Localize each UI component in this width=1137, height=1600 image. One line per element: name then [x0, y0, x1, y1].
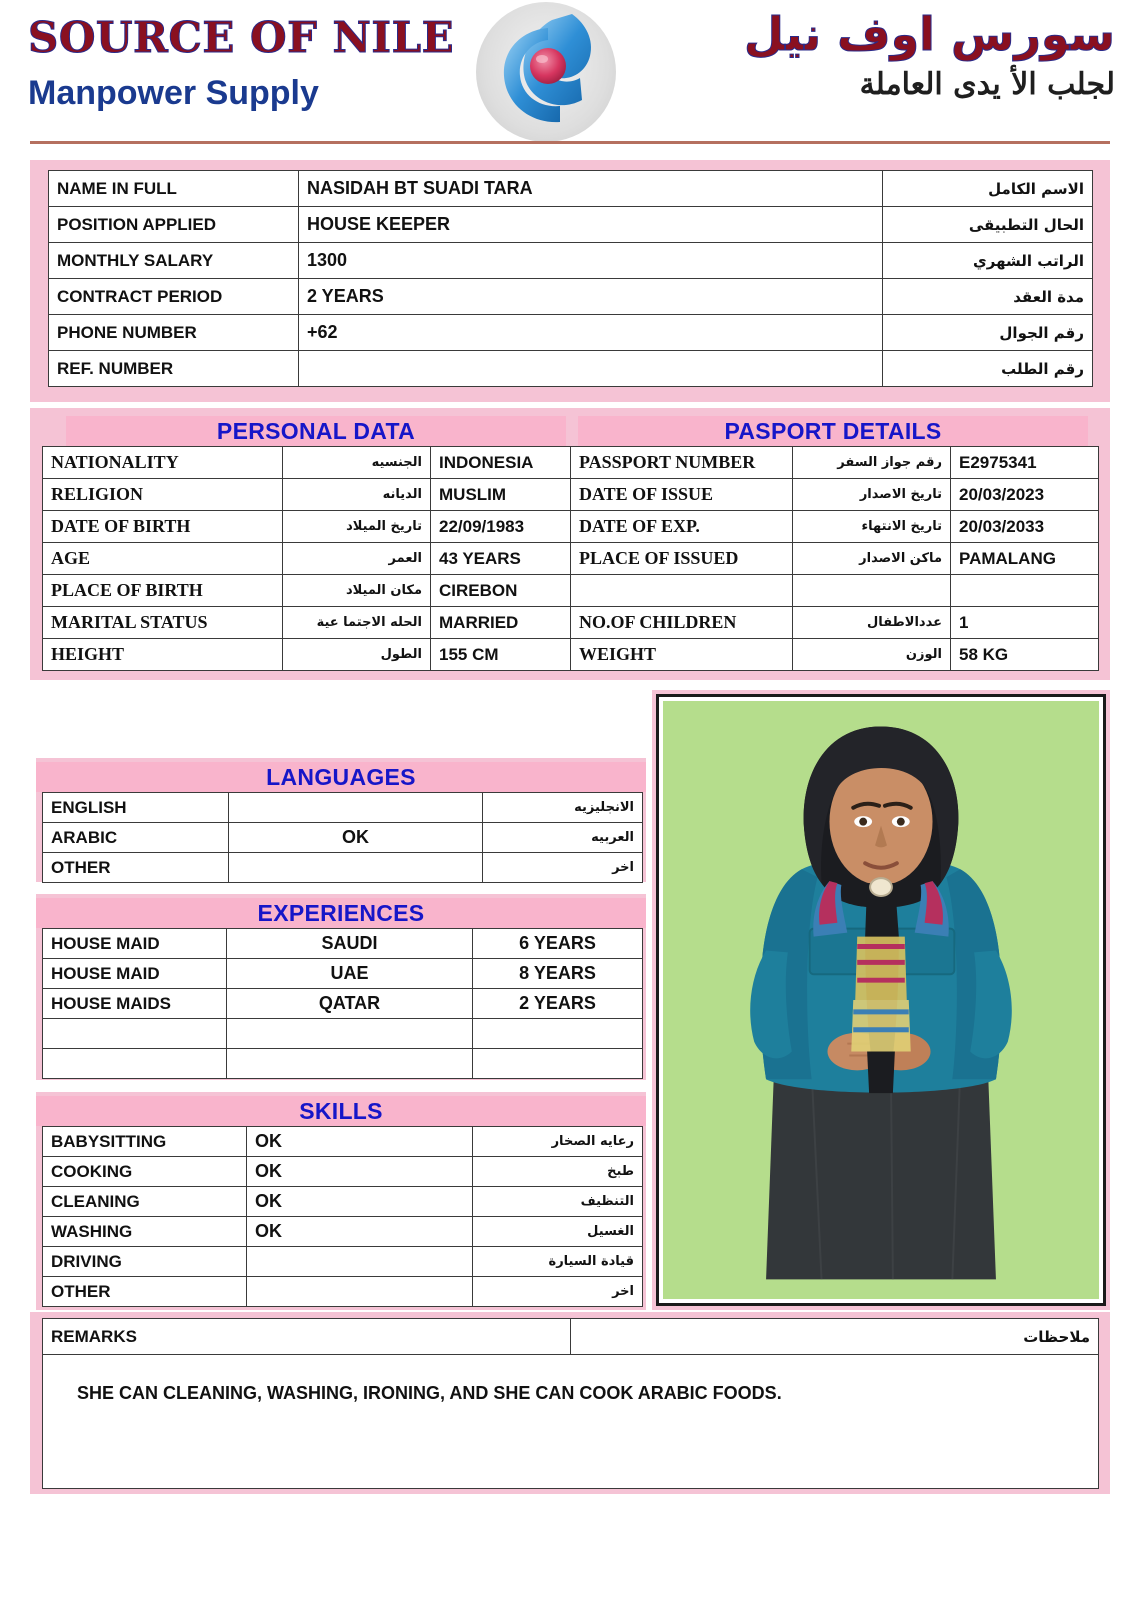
brand-arabic: [655, 8, 1115, 102]
personal-arabic-2: تاريخ الميلاد: [283, 511, 431, 543]
skill-value-1[interactable]: OK: [247, 1157, 473, 1187]
summary-value-4[interactable]: +62: [299, 315, 883, 351]
personal-label-2: DATE OF BIRTH: [43, 511, 283, 543]
summary-label-4: PHONE NUMBER: [49, 315, 299, 351]
table-row: [43, 1127, 643, 1157]
experience-country-4[interactable]: [227, 1049, 473, 1079]
brand-english: [28, 13, 468, 113]
skills-body: [43, 1127, 643, 1307]
personal-value-4[interactable]: CIREBON: [431, 575, 571, 607]
table-row: [571, 511, 1099, 543]
applicant-photo-frame: [656, 694, 1106, 1306]
company-logo: [452, 2, 640, 142]
personal-label-3: AGE: [43, 543, 283, 575]
skill-label-0: BABYSITTING: [43, 1127, 247, 1157]
skill-value-0[interactable]: OK: [247, 1127, 473, 1157]
personal-label-1: RELIGION: [43, 479, 283, 511]
language-arabic-2: اخر: [483, 853, 643, 883]
skills-table: [42, 1126, 643, 1307]
skill-label-3: WASHING: [43, 1217, 247, 1247]
personal-data-title: PERSONAL DATA: [66, 416, 566, 446]
summary-arabic-0: الاسم الكامل: [883, 171, 1093, 207]
experience-position-4[interactable]: [43, 1049, 227, 1079]
passport-arabic-3: ماكن الاصدار: [793, 543, 951, 575]
language-label-1: ARABIC: [43, 823, 229, 853]
language-label-2: OTHER: [43, 853, 229, 883]
personal-label-5: MARITAL STATUS: [43, 607, 283, 639]
personal-value-2[interactable]: 22/09/1983: [431, 511, 571, 543]
photo-panel: [652, 690, 1110, 1310]
summary-arabic-1: الحال التطبيقى: [883, 207, 1093, 243]
brand-subtitle-en: Manpower Supply: [28, 74, 319, 113]
passport-details-table: [570, 446, 1099, 671]
passport-value-4[interactable]: [951, 575, 1099, 607]
skill-arabic-2: التنظيف: [473, 1187, 643, 1217]
summary-value-5[interactable]: [299, 351, 883, 387]
experiences-title: EXPERIENCES: [36, 898, 646, 928]
summary-label-5: REF. NUMBER: [49, 351, 299, 387]
experience-position-2[interactable]: HOUSE MAIDS: [43, 989, 227, 1019]
applicant-photo: [663, 701, 1099, 1299]
experience-position-3[interactable]: [43, 1019, 227, 1049]
table-row: [43, 1217, 643, 1247]
experience-position-1[interactable]: HOUSE MAID: [43, 959, 227, 989]
skills-panel: [36, 1092, 646, 1310]
experience-duration-4[interactable]: [473, 1049, 643, 1079]
passport-details-body: [571, 447, 1099, 671]
personal-label-0: NATIONALITY: [43, 447, 283, 479]
personal-arabic-0: الجنسيه: [283, 447, 431, 479]
summary-label-2: MONTHLY SALARY: [49, 243, 299, 279]
passport-arabic-6: الوزن: [793, 639, 951, 671]
table-row: [43, 1019, 643, 1049]
table-row: [43, 793, 643, 823]
passport-arabic-2: تاريخ الانتهاء: [793, 511, 951, 543]
remarks-label: REMARKS: [43, 1319, 571, 1355]
summary-value-1[interactable]: HOUSE KEEPER: [299, 207, 883, 243]
passport-arabic-4: [793, 575, 951, 607]
language-value-2[interactable]: [229, 853, 483, 883]
personal-value-0[interactable]: INDONESIA: [431, 447, 571, 479]
experience-country-3[interactable]: [227, 1019, 473, 1049]
language-arabic-1: العربيه: [483, 823, 643, 853]
brand-subtitle-ar: لجلب الأ يدى العاملة: [859, 66, 1115, 102]
personal-arabic-5: الحله الاجتما عية: [283, 607, 431, 639]
experience-country-2[interactable]: QATAR: [227, 989, 473, 1019]
remarks-header-table: [42, 1318, 1099, 1489]
personal-label-6: HEIGHT: [43, 639, 283, 671]
remarks-label-arabic: ملاحظات: [571, 1319, 1099, 1355]
table-row: [43, 607, 571, 639]
personal-data-table: [42, 446, 571, 671]
table-row: [43, 447, 571, 479]
table-row: [43, 1157, 643, 1187]
skill-label-2: CLEANING: [43, 1187, 247, 1217]
table-row: [49, 315, 1093, 351]
experience-country-1[interactable]: UAE: [227, 959, 473, 989]
table-row: [43, 479, 571, 511]
remarks-body-row[interactable]: [43, 1355, 1099, 1489]
personal-value-5[interactable]: MARRIED: [431, 607, 571, 639]
table-row: [49, 243, 1093, 279]
personal-label-4: PLACE OF BIRTH: [43, 575, 283, 607]
skill-arabic-1: طبخ: [473, 1157, 643, 1187]
table-row: [43, 959, 643, 989]
applicant-summary-panel: [30, 160, 1110, 402]
experience-position-0[interactable]: HOUSE MAID: [43, 929, 227, 959]
table-row: [571, 447, 1099, 479]
skill-value-2[interactable]: OK: [247, 1187, 473, 1217]
table-row: [43, 989, 643, 1019]
personal-passport-panel: [30, 408, 1110, 680]
languages-title: LANGUAGES: [36, 762, 646, 792]
experience-duration-0[interactable]: 6 YEARS: [473, 929, 643, 959]
skill-label-5: OTHER: [43, 1277, 247, 1307]
skills-title: SKILLS: [36, 1096, 646, 1126]
passport-arabic-1: تاريخ الاصدار: [793, 479, 951, 511]
table-row: [43, 511, 571, 543]
skill-label-1: COOKING: [43, 1157, 247, 1187]
table-row: [571, 607, 1099, 639]
experiences-table: [42, 928, 643, 1079]
table-row: [43, 575, 571, 607]
brand-title-ar: سورس اوف نيل: [744, 7, 1115, 61]
personal-arabic-1: الديانه: [283, 479, 431, 511]
table-row: [43, 1187, 643, 1217]
experiences-panel: [36, 894, 646, 1080]
table-row: [43, 543, 571, 575]
summary-arabic-4: رقم الجوال: [883, 315, 1093, 351]
remarks-header-row: [43, 1319, 1099, 1355]
language-value-1[interactable]: OK: [229, 823, 483, 853]
passport-label-6: WEIGHT: [571, 639, 793, 671]
passport-label-5: NO.OF CHILDREN: [571, 607, 793, 639]
table-row: [49, 207, 1093, 243]
summary-arabic-3: مدة العقد: [883, 279, 1093, 315]
table-row: [43, 1277, 643, 1307]
table-row: [571, 479, 1099, 511]
skill-value-3[interactable]: OK: [247, 1217, 473, 1247]
nile-swirl-icon: [490, 10, 610, 134]
table-row: [49, 171, 1093, 207]
page-header: [0, 0, 1137, 145]
passport-label-3: PLACE OF ISSUED: [571, 543, 793, 575]
experience-duration-2[interactable]: 2 YEARS: [473, 989, 643, 1019]
remarks-panel: [30, 1312, 1110, 1494]
languages-table: [42, 792, 643, 883]
experience-country-0[interactable]: SAUDI: [227, 929, 473, 959]
passport-label-0: PASSPORT NUMBER: [571, 447, 793, 479]
skill-arabic-4: قيادة السيارة: [473, 1247, 643, 1277]
passport-label-1: DATE OF ISSUE: [571, 479, 793, 511]
language-value-0[interactable]: [229, 793, 483, 823]
table-row: [49, 279, 1093, 315]
personal-arabic-4: مكان الميلاد: [283, 575, 431, 607]
table-row: [571, 575, 1099, 607]
passport-arabic-0: رقم جواز السفر: [793, 447, 951, 479]
passport-arabic-5: عددالاطفال: [793, 607, 951, 639]
personal-value-3[interactable]: 43 YEARS: [431, 543, 571, 575]
skill-arabic-3: الغسيل: [473, 1217, 643, 1247]
personal-value-1[interactable]: MUSLIM: [431, 479, 571, 511]
passport-label-4: [571, 575, 793, 607]
table-row: [571, 543, 1099, 575]
summary-label-1: POSITION APPLIED: [49, 207, 299, 243]
skill-arabic-0: رعايه الصخار: [473, 1127, 643, 1157]
skill-value-4[interactable]: [247, 1247, 473, 1277]
passport-value-5[interactable]: 1: [951, 607, 1099, 639]
table-row: [49, 351, 1093, 387]
experience-duration-3[interactable]: [473, 1019, 643, 1049]
table-row: [43, 1049, 643, 1079]
table-row: [43, 639, 571, 671]
summary-value-3[interactable]: 2 YEARS: [299, 279, 883, 315]
passport-label-2: DATE OF EXP.: [571, 511, 793, 543]
applicant-summary-body: [49, 171, 1093, 387]
summary-value-0[interactable]: NASIDAH BT SUADI TARA: [299, 171, 883, 207]
table-row: [43, 1247, 643, 1277]
header-divider-rule: [30, 141, 1110, 144]
table-row: [43, 929, 643, 959]
passport-value-1[interactable]: 20/03/2023: [951, 479, 1099, 511]
personal-arabic-6: الطول: [283, 639, 431, 671]
summary-label-3: CONTRACT PERIOD: [49, 279, 299, 315]
skill-value-5[interactable]: [247, 1277, 473, 1307]
personal-data-body: [43, 447, 571, 671]
passport-value-3[interactable]: PAMALANG: [951, 543, 1099, 575]
brand-title-en: SOURCE OF NILE: [28, 13, 455, 62]
applicant-summary-table: [48, 170, 1093, 387]
personal-value-6[interactable]: 155 CM: [431, 639, 571, 671]
personal-arabic-3: العمر: [283, 543, 431, 575]
summary-value-2[interactable]: 1300: [299, 243, 883, 279]
language-label-0: ENGLISH: [43, 793, 229, 823]
experiences-body: [43, 929, 643, 1079]
applicant-portrait-illustration: [663, 701, 1099, 1299]
summary-arabic-5: رقم الطلب: [883, 351, 1093, 387]
table-row: [43, 853, 643, 883]
table-row: [43, 823, 643, 853]
skill-label-4: DRIVING: [43, 1247, 247, 1277]
summary-label-0: NAME IN FULL: [49, 171, 299, 207]
skill-arabic-5: اخر: [473, 1277, 643, 1307]
passport-value-6[interactable]: 58 KG: [951, 639, 1099, 671]
remarks-text[interactable]: SHE CAN CLEANING, WASHING, IRONING, AND SHE CAN COOK ARABIC FOODS.: [43, 1355, 1099, 1489]
experience-duration-1[interactable]: 8 YEARS: [473, 959, 643, 989]
passport-value-0[interactable]: E2975341: [951, 447, 1099, 479]
languages-panel: [36, 758, 646, 882]
passport-value-2[interactable]: 20/03/2033: [951, 511, 1099, 543]
table-row: [571, 639, 1099, 671]
languages-body: [43, 793, 643, 883]
passport-details-title: PASPORT DETAILS: [578, 416, 1088, 446]
language-arabic-0: الانجليزيه: [483, 793, 643, 823]
summary-arabic-2: الراتب الشهري: [883, 243, 1093, 279]
